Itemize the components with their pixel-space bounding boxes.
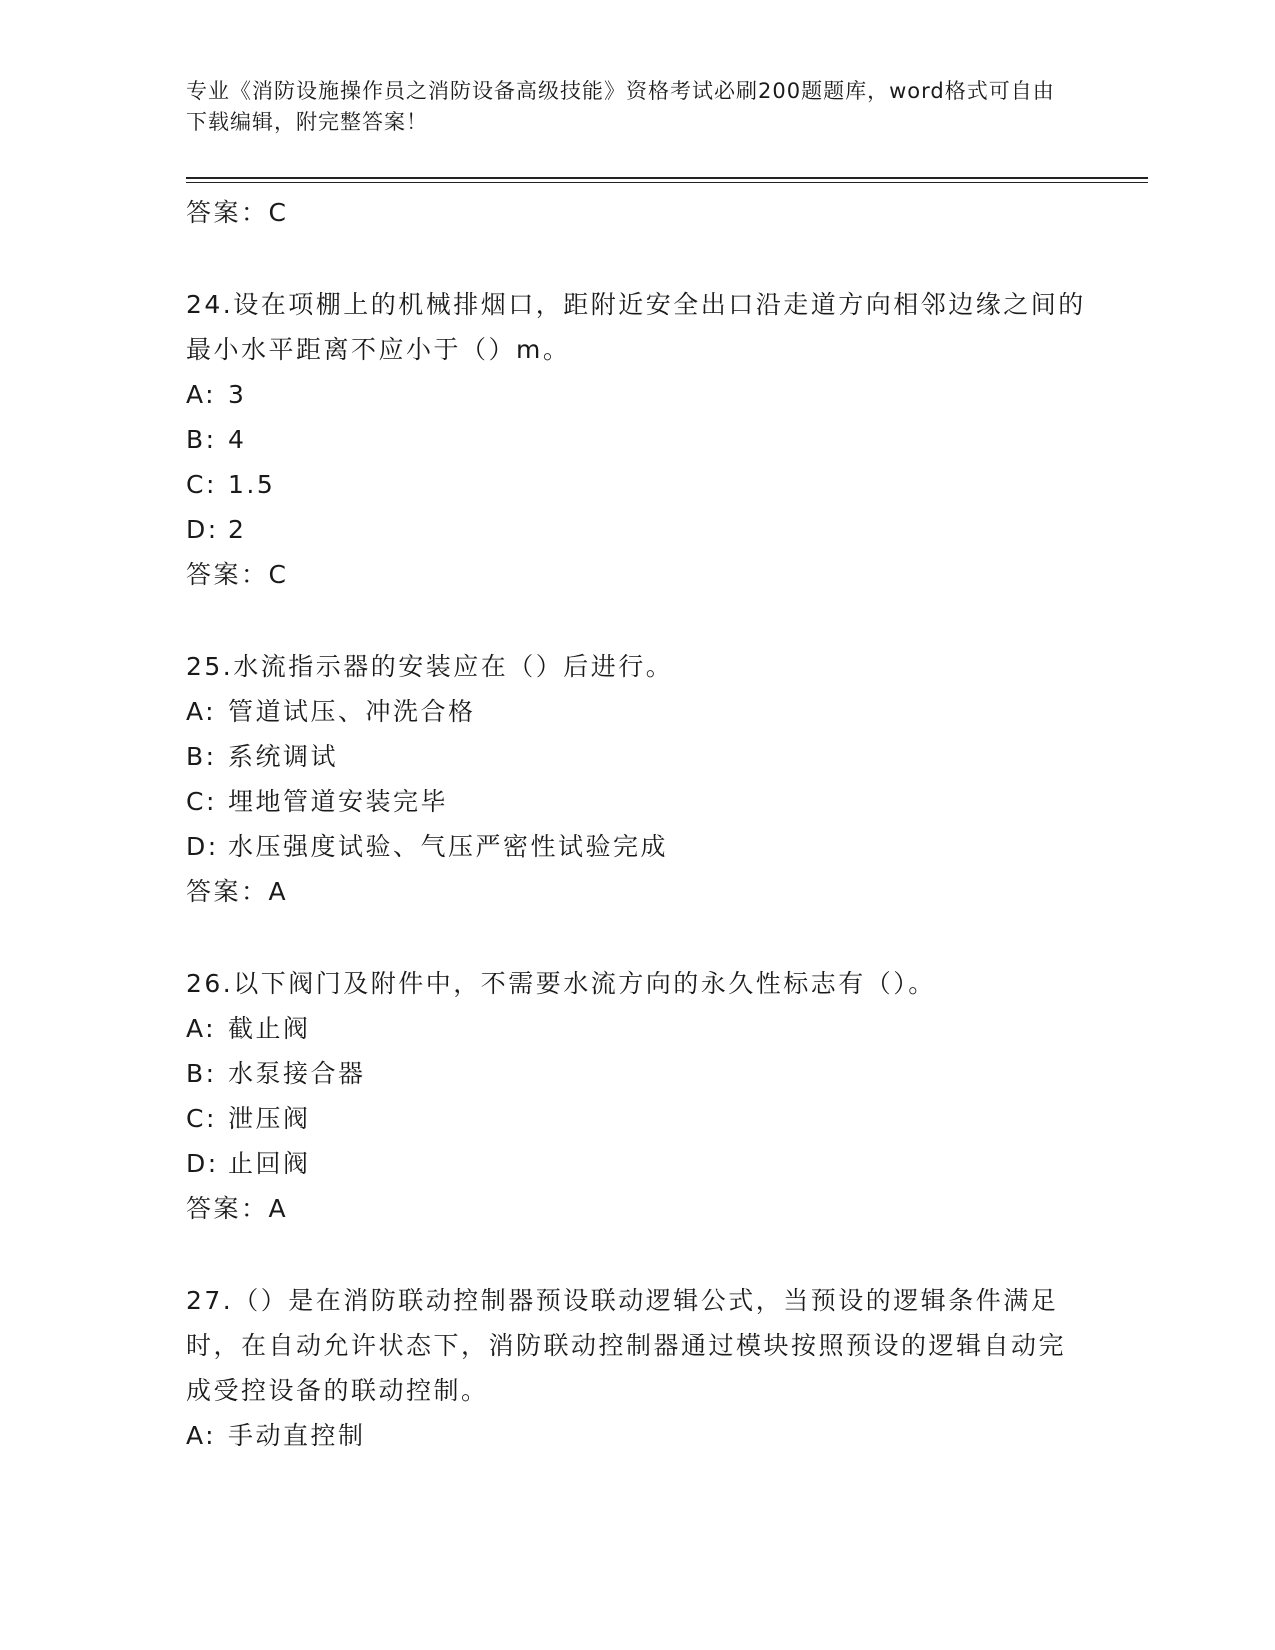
page-header: 专业《消防设施操作员之消防设备高级技能》资格考试必刷200题题库，word格式可自由下载编辑，附完整答案！ [186, 79, 1055, 134]
option-b: B: 系统调试 [186, 742, 339, 771]
header-divider-thin [186, 182, 1148, 183]
question-stem: 26.以下阀门及附件中，不需要水流方向的永久性标志有（）。 [186, 969, 936, 998]
option-b: B: 水泵接合器 [186, 1059, 366, 1088]
question-list [186, 190, 1086, 1458]
option-c: C: 埋地管道安装完毕 [186, 787, 449, 816]
question-stem: 27.（）是在消防联动控制器预设联动逻辑公式，当预设的逻辑条件满足时，在自动允许状态下，消防联动控制器通过模块按照预设的逻辑自动完成受控设备的联动控制。 [186, 1286, 1067, 1405]
option-a: A: 管道试压、冲洗合格 [186, 697, 476, 726]
question-block [186, 961, 1086, 1231]
answer-line: 答案：A [186, 877, 289, 906]
answer-line: 答案：C [186, 198, 289, 227]
question-block [186, 644, 1086, 914]
option-c: C: 泄压阀 [186, 1104, 311, 1133]
option-c: C: 1.5 [186, 470, 276, 499]
question-stem: 24.设在项棚上的机械排烟口，距附近安全出口沿走道方向相邻边缘之间的最小水平距离不应小于（）m。 [186, 290, 1086, 364]
header-divider [186, 177, 1148, 179]
option-d: D: 2 [186, 515, 247, 544]
answer-line: 答案：C [186, 560, 289, 589]
question-block [186, 282, 1086, 597]
option-d: D: 止回阀 [186, 1149, 311, 1178]
question-block [186, 1278, 1086, 1458]
answer-line: 答案：A [186, 1194, 289, 1223]
option-d: D: 水压强度试验、气压严密性试验完成 [186, 832, 669, 861]
option-a: A: 手动直控制 [186, 1421, 366, 1450]
question-stem: 25.水流指示器的安装应在（）后进行。 [186, 652, 674, 681]
option-a: A: 3 [186, 380, 247, 409]
option-a: A: 截止阀 [186, 1014, 311, 1043]
option-b: B: 4 [186, 425, 247, 454]
